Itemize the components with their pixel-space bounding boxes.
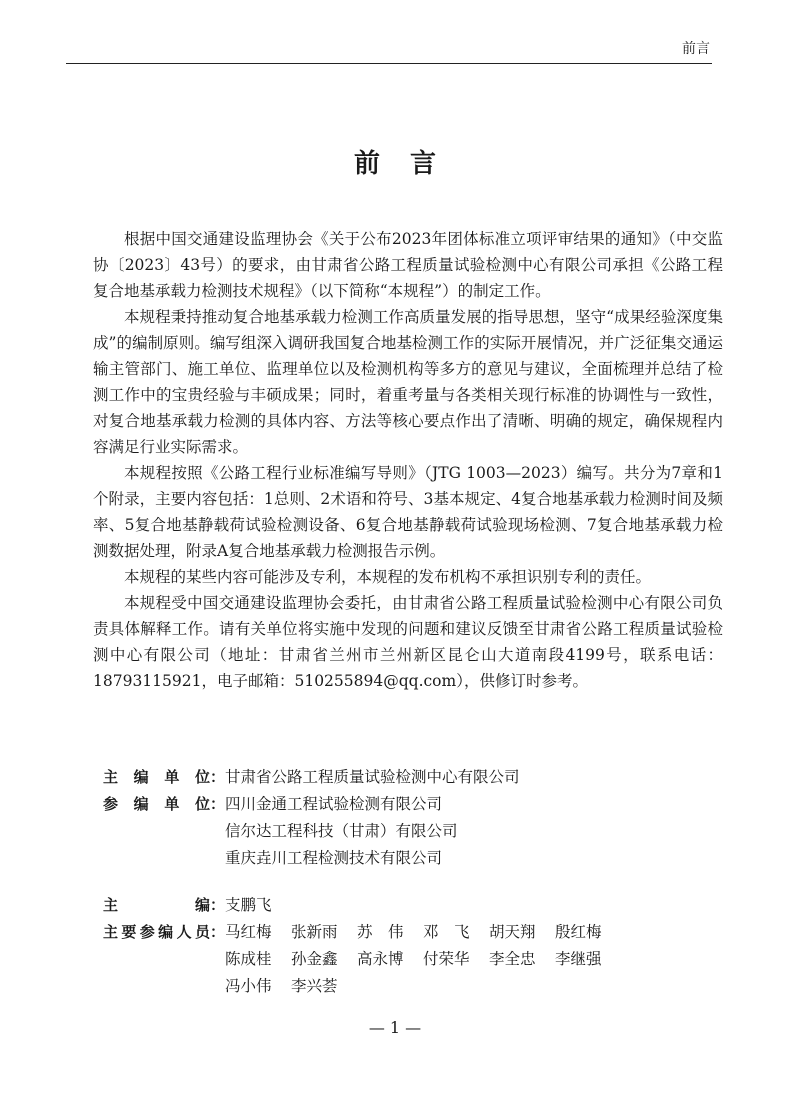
chief-editor-row — [103, 892, 663, 919]
participant-name: 李继强 — [555, 950, 602, 968]
participant-name: 胡天翔 — [489, 923, 536, 941]
paragraph-4: 本规程的某些内容可能涉及专利，本规程的发布机构不承担识别专利的责任。 — [124, 568, 652, 586]
units-block — [103, 764, 663, 872]
page-number: — 1 — — [368, 1018, 422, 1037]
participant-name: 李全忠 — [489, 950, 536, 968]
participant-name: 张新雨 — [291, 923, 338, 941]
participant-name: 陈成桂 — [225, 950, 272, 968]
participant-list — [225, 919, 621, 1000]
participant-name: 李兴荟 — [291, 977, 338, 995]
running-title: 前言 — [682, 41, 710, 57]
chief-editor: 支鹏飞 — [225, 896, 272, 914]
page-title: 前言 — [353, 149, 466, 179]
chief-unit-row — [103, 764, 663, 791]
paragraph-5: 本规程受中国交通建设监理协会委托，由甘肃省公路工程质量试验检测中心有限公司负责具体解释工作。请有关单位将实施中发现的问题和建议反馈至甘肃省公路工程质量试验检测中心有限公司（地址：甘肃省兰州市兰州新区昆仑山大道南段4199号，联系电话：18793115921，电子邮箱：510255894@qq.com），供修订时参考。 — [93, 594, 723, 690]
participating-unit: 重庆垚川工程检测技术有限公司 — [225, 849, 443, 867]
participating-units-row — [103, 791, 663, 872]
main-participants-row — [103, 919, 663, 1000]
participant-name: 高永博 — [357, 950, 404, 968]
participant-name: 孙金鑫 — [291, 950, 338, 968]
participating-units-label: 参 编 单 位： — [103, 795, 225, 813]
participant-name: 付荣华 — [423, 950, 470, 968]
paragraph-3: 本规程按照《公路工程行业标准编写导则》（JTG 1003—2023）编写。共分为7章和1个附录，主要内容包括：1总则、2术语和符号、3基本规定、4复合地基承载力检测时间及频率、5复合地基静载荷试验检测设备、6复合地基静载荷试验现场检测、7复合地基承载力检测数据处理，附录A复合地基承载力检测报告示例。 — [93, 464, 723, 560]
participating-unit: 信尔达工程科技（甘肃）有限公司 — [225, 822, 458, 840]
people-block — [103, 892, 663, 1000]
participant-name: 邓 飞 — [423, 923, 470, 941]
participant-name: 殷红梅 — [555, 923, 602, 941]
chief-unit: 甘肃省公路工程质量试验检测中心有限公司 — [225, 768, 520, 786]
participant-name: 马红梅 — [225, 923, 272, 941]
main-participants-label: 主 要 参 编 人 员： — [103, 923, 225, 941]
participating-unit: 四川金通工程试验检测有限公司 — [225, 795, 443, 813]
chief-unit-label: 主 编 单 位： — [103, 768, 225, 786]
body-text — [93, 226, 723, 694]
participant-name: 冯小伟 — [225, 977, 272, 995]
paragraph-2: 本规程秉持推动复合地基承载力检测工作高质量发展的指导思想，坚守“成果经验深度集成”的编制原则。编写组深入调研我国复合地基检测工作的实际开展情况，并广泛征集交通运输主管部门、施工单位、监理单位以及检测机构等多方的意见与建议，全面梳理并总结了检测工作中的宝贵经验与丰硕成果；同时，着重考量与各类相关现行标准的协调性与一致性，对复合地基承载力检测的具体内容、方法等核心要点作出了清晰、明确的规定，确保规程内容满足行业实际需求。 — [93, 308, 723, 456]
paragraph-1: 根据中国交通建设监理协会《关于公布2023年团体标准立项评审结果的通知》（中交监协〔2023〕43号）的要求，由甘肃省公路工程质量试验检测中心有限公司承担《公路工程复合地基承载力检测技术规程》（以下简称“本规程”）的制定工作。 — [93, 230, 723, 300]
header-rule — [66, 63, 712, 64]
participant-name: 苏 伟 — [357, 923, 404, 941]
chief-editor-label: 主 编： — [103, 896, 225, 914]
